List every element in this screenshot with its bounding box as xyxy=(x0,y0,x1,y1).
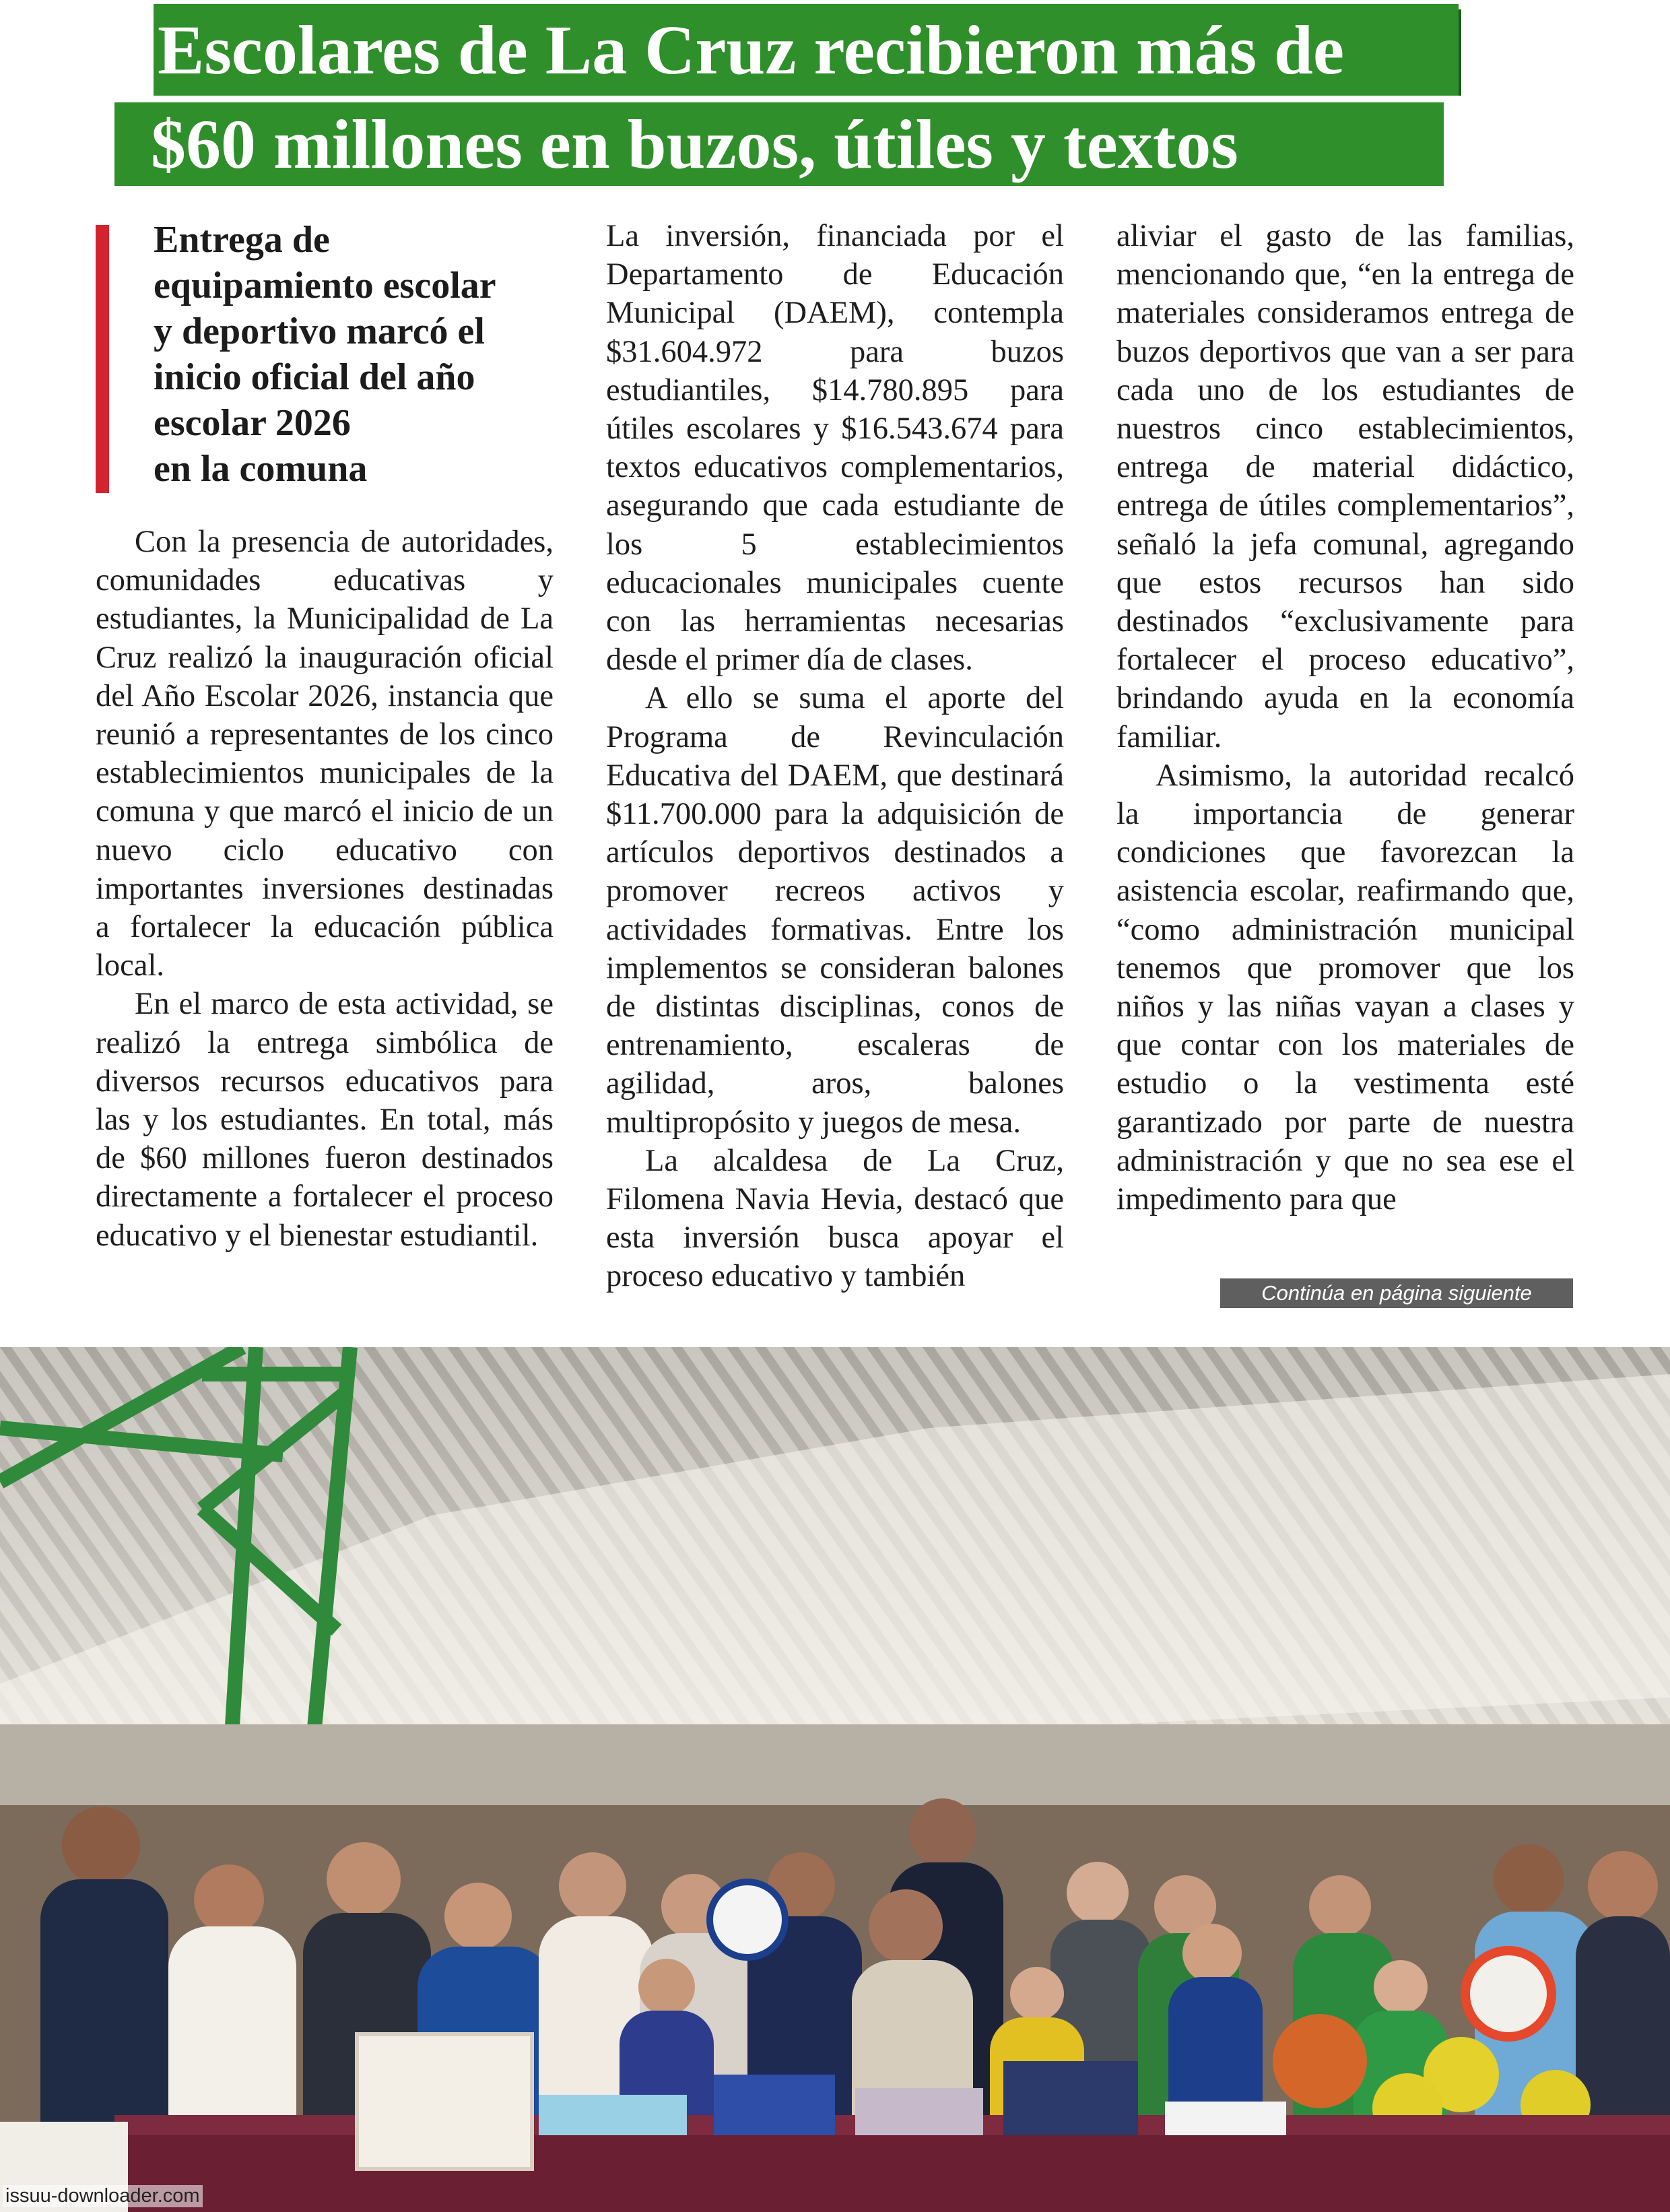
article-column-3 xyxy=(1116,217,1574,1218)
headline-line-1: Escolares de La Cruz recibieron más de xyxy=(154,4,1459,96)
article-paragraph: A ello se suma el aporte del Programa de Revinculación Educativa del DAEM, que destinará $11.700.000 para la adquisición de artículos deportivos destinados a promover recreos activos y actividades formativas. Entre los implementos se consideran balones de distintas disciplinas, conos de entrenamiento, escaleras de agilidad, aros, balones multipropósito y juegos de mesa. xyxy=(606,681,1064,1140)
event-photo xyxy=(0,1347,1670,2212)
subtitle-line: inicio oficial del año xyxy=(154,356,475,398)
headline-line-2: $60 millones en buzos, útiles y textos xyxy=(114,102,1444,186)
article-column-1 xyxy=(96,523,554,1255)
subtitle-line: equipamiento escolar xyxy=(154,265,496,306)
subtitle-line: y deportivo marcó el xyxy=(154,311,485,352)
article-paragraph: La alcaldesa de La Cruz, Filomena Navia Hevia, destacó que esta inversión busca apoyar el proceso educativo y también xyxy=(606,1143,1064,1294)
subtitle-line: Entrega de xyxy=(154,219,330,261)
presentation-table xyxy=(114,2128,1670,2212)
watermark-text: issuu-downloader.com xyxy=(3,2185,203,2207)
article-column-2 xyxy=(606,217,1064,1296)
article-paragraph: aliviar el gasto de las familias, mencionando que, “en la entrega de materiales consideramos entrega de buzos deportivos que van a ser para cada uno de los estudiantes de nuestros cinco establecimientos, entrega de material didáctico, entrega de útiles complementarios”, señaló la jefa comunal, agregando que estos recursos han sido destinados “exclusivamente para fortalecer el proceso educativo”, brindando ayuda en la economía familiar. xyxy=(1116,219,1574,754)
article-paragraph: Con la presencia de autoridades, comunidades educativas y estudiantes, la Municipalidad de La Cruz realizó la inauguración oficial del Año Escolar 2026, instancia que reunió a representantes de los cinco establecimientos municipales de la comuna y que marcó el inicio de un nuevo ciclo educativo con importantes inversiones destinadas a fortalecer la educación pública local. xyxy=(96,525,554,983)
subtitle-accent-bar xyxy=(96,225,109,493)
subtitle-line: escolar 2026 xyxy=(154,402,351,444)
article-paragraph: Asimismo, la autoridad recalcó la importancia de generar condiciones que favorezcan la asistencia escolar, reafirmando que, “como administración municipal tenemos que promover que los niños y las niñas vayan a clases y que contar con los materiales de estudio o la vestimenta esté garantizado por parte de nuestra administración y que no sea ese el impedimento para que xyxy=(1116,758,1574,1217)
continue-next-page-badge: Continúa en página siguiente xyxy=(1220,1278,1573,1308)
subtitle-line: en la comuna xyxy=(154,448,368,490)
article-paragraph: La inversión, financiada por el Departamento de Educación Municipal (DAEM), contempla $31.604.972 para buzos estudiantiles, $14.780.895 para útiles escolares y $16.543.674 para textos educativos complementarios, asegurando que cada estudiante de los 5 establecimientos educacionales municipales cuente con las herramientas necesarias desde el primer día de clases. xyxy=(606,219,1064,678)
article-paragraph: En el marco de esta actividad, se realizó la entrega simbólica de diversos recursos educativos para las y los estudiantes. En total, más de $60 millones fueron destinados directamente a fortalecer el proceso educativo y el bienestar estudiantil. xyxy=(96,987,554,1253)
subtitle xyxy=(154,217,558,492)
